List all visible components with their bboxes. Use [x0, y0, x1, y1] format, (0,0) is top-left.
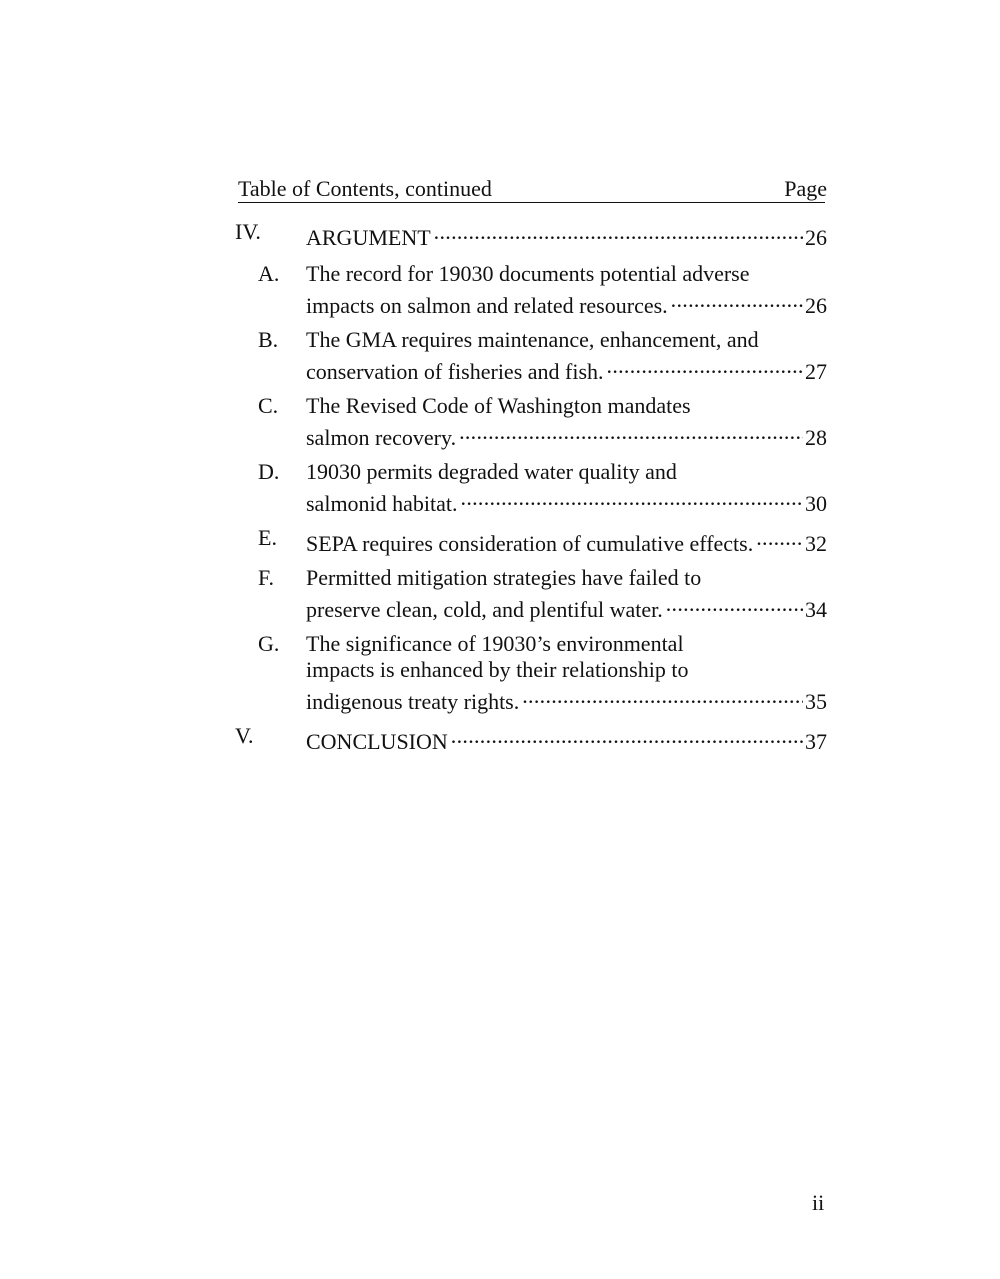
toc-entry-page: 37	[805, 729, 827, 754]
dot-leader	[607, 353, 803, 379]
dot-leader	[434, 219, 803, 245]
toc-entry-page: 34	[805, 597, 827, 622]
toc-entry-page: 26	[805, 225, 827, 250]
toc-entry-title: indigenous treaty rights.	[306, 689, 520, 714]
dot-leader	[756, 525, 803, 551]
toc-entry-title: preserve clean, cold, and plentiful water.	[306, 597, 663, 622]
toc-entry-marker: F.	[258, 565, 274, 590]
toc-entry-marker: V.	[235, 723, 254, 748]
dot-leader	[522, 683, 803, 709]
toc-header	[238, 176, 825, 203]
toc-entry-title: ARGUMENT	[306, 225, 431, 250]
toc-entry-title-line: The GMA requires maintenance, enhancement, and	[306, 327, 759, 352]
toc-entry-title-line: The record for 19030 documents potential adverse	[306, 261, 750, 286]
dot-leader	[461, 485, 803, 511]
toc-entry-title: CONCLUSION	[306, 729, 448, 754]
toc-header-title: Table of Contents, continued	[238, 176, 492, 201]
dot-leader	[459, 419, 803, 445]
toc-entry-page: 35	[805, 689, 827, 714]
toc-entry-marker: IV.	[235, 219, 261, 244]
dot-leader	[451, 723, 803, 749]
toc-entry-page: 32	[805, 531, 827, 556]
toc-entry-marker: D.	[258, 459, 280, 484]
toc-entry-title-line: The significance of 19030’s environmental	[306, 631, 684, 656]
toc-entry-title-line: impacts is enhanced by their relationship to	[306, 657, 689, 682]
toc-entry-title: conservation of fisheries and fish.	[306, 359, 604, 384]
toc-entry-marker: E.	[258, 525, 277, 550]
toc-entry-title-line: The Revised Code of Washington mandates	[306, 393, 691, 418]
toc-entry-title: salmon recovery.	[306, 425, 457, 450]
toc-entry-page: 27	[805, 359, 827, 384]
toc-entry-title: SEPA requires consideration of cumulative effects.	[306, 531, 754, 556]
toc-entry-marker: B.	[258, 327, 279, 352]
toc-entry-page: 26	[805, 293, 827, 318]
dot-leader	[666, 591, 803, 617]
page-number: ii	[812, 1190, 825, 1215]
dot-leader	[671, 287, 803, 313]
toc-entry-marker: G.	[258, 631, 280, 656]
toc-entry-marker: A.	[258, 261, 280, 286]
toc-entry-title-line: Permitted mitigation strategies have failed to	[306, 565, 702, 590]
toc-header-page-label: Page	[784, 176, 827, 201]
toc-entry-marker: C.	[258, 393, 279, 418]
toc-entry-page: 28	[805, 425, 827, 450]
toc-entry-title: salmonid habitat.	[306, 491, 458, 516]
toc-entry-title: impacts on salmon and related resources.	[306, 293, 668, 318]
toc-entry-page: 30	[805, 491, 827, 516]
toc-entry-title-line: 19030 permits degraded water quality and	[306, 459, 677, 484]
